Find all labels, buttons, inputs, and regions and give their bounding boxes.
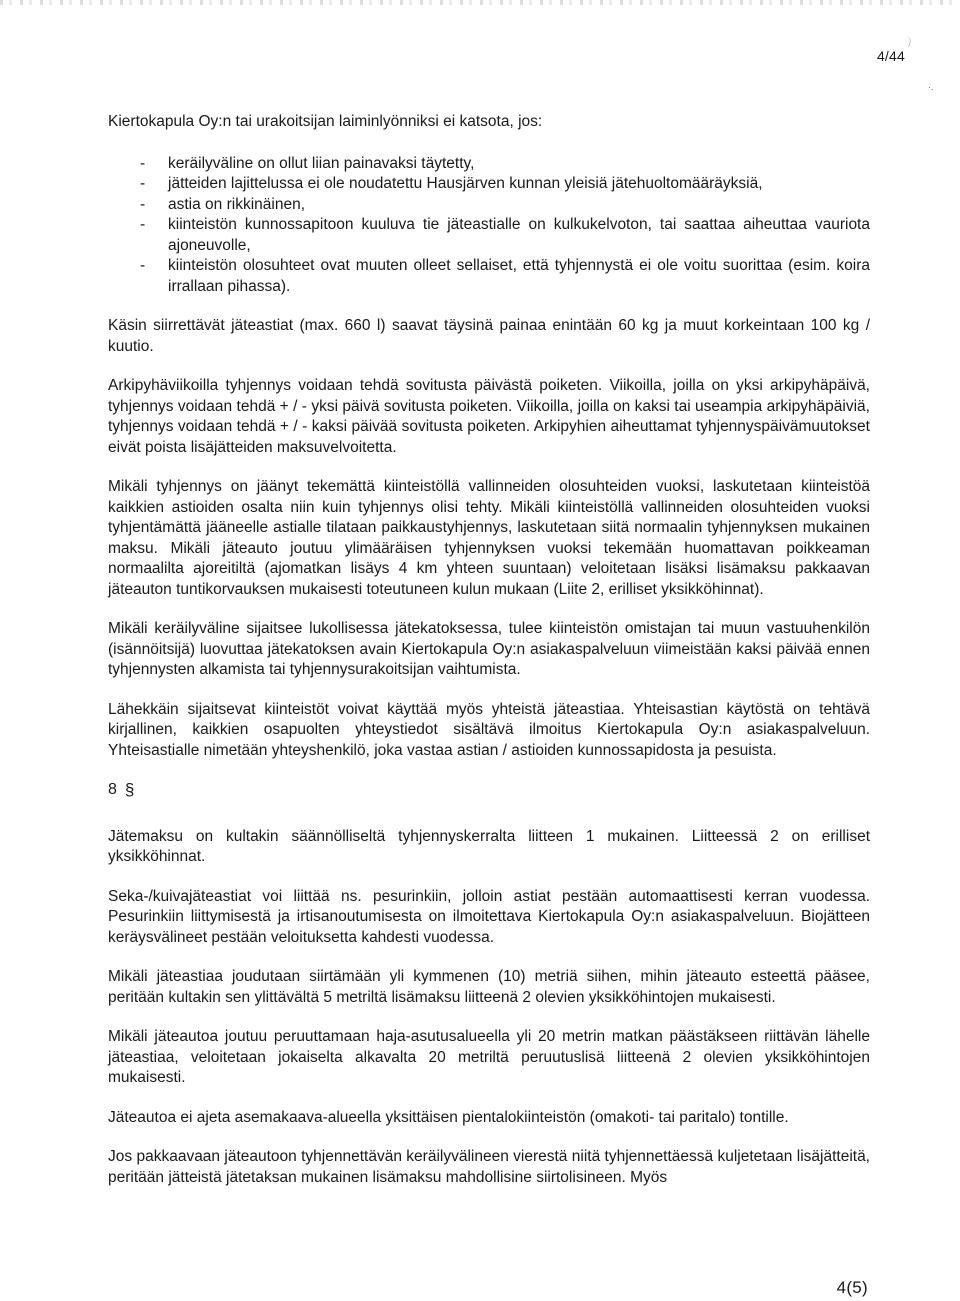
paragraph: Arkipyhäviikoilla tyhjennys voidaan tehdä sovitusta päivästä poiketen. Viikoilla, joilla on yksi arkipyhäpäivä, tyhjennys voidaan tehdä + / - yksi päivä sovitusta poiketen. Viikoilla, joilla on kaksi tai useampia arkipyhäpäiviä, tyhjennys voidaan tehdä + / - kaksi päivää sovitusta poiketen. Arkipyhien aiheuttamat tyhjennyspäivämuutokset eivät poista lisäjätteiden maksuvelvoitetta. xyxy=(108,377,870,456)
section-sign: § xyxy=(124,780,135,799)
exception-list xyxy=(108,154,870,298)
section-number: 8 xyxy=(108,781,117,798)
footer-page-label: 4(5) xyxy=(836,1278,868,1297)
paragraph: Mikäli jäteautoa joutuu peruuttamaan haja-asutusalueella yli 20 metrin matkan päästäkseen riittävän lähelle jäteastiaa, veloitetaan jokaiselta alkavalta 20 metriltä peruutuslisä liitteenä 2 olevien yksikköhintojen mukaisesti. xyxy=(108,1028,870,1086)
paragraph: Mikäli jäteastiaa joudutaan siirtämään yli kymmenen (10) metriä siihen, mihin jäteauto esteettä pääsee, peritään kultakin sen ylittävältä 5 metriltä lisämaksu liitteenä 2 olevien yksikköhintojen mukaisesti. xyxy=(108,968,870,1006)
paragraph: Käsin siirrettävät jäteastiat (max. 660 l) saavat täysinä painaa enintään 60 kg ja muut korkeintaan 100 kg / kuutio. xyxy=(108,317,870,355)
intro-paragraph: Kiertokapula Oy:n tai urakoitsijan laiminlyönniksi ei katsota, jos: xyxy=(108,113,543,130)
paragraph: Mikäli tyhjennys on jäänyt tekemättä kiinteistöllä vallinneiden olosuhteiden vuoksi, laskutetaan kiinteistöä kaikkien astioiden osalta niin kuin tyhjennys olisi tehty. Mikäli kiinteistöllä vallinneiden olosuhteiden vuoksi tyhjentämättä jääneelle astialle tilataan paikkaustyhjennys, laskutetaan siitä normaalin tyhjennyksen mukainen maksu. Mikäli jäteauto joutuu ylimääräisen tyhjennyksen vuoksi tekemään huomattavan poikkeaman normaalilta ajoreitiltä (ajomatkan lisäys 4 km yhteen suuntaan) veloitetaan lisäksi lisämaksu pakkaavan jäteauton tuntikorvauksen mukaisesti toteutuneen kulun mukaan (Liite 2, erilliset yksikköhinnat). xyxy=(108,478,870,598)
paragraph: Jos pakkaavaan jäteautoon tyhjennettävän keräilyvälineen vierestä niitä tyhjennettäessä kuljetetaan lisäjätteitä, peritään jätteistä jätetaksan mukainen lisämaksu mahdollisine siirtolisineen. Myös xyxy=(108,1148,870,1186)
scan-artifact-line xyxy=(0,0,960,5)
section-heading xyxy=(108,780,870,801)
list-item: - kiinteistön kunnossapitoon kuuluva tie jäteastialle on kulkukelvoton, tai saattaa aiheuttaa vauriota ajoneuvolle, xyxy=(108,215,870,256)
list-item: - kiinteistön olosuhteet ovat muuten olleet sellaiset, että tyhjennystä ei ole voitu suorittaa (esim. koira irrallaan pihassa). xyxy=(108,256,870,297)
paragraph: Jätemaksu on kultakin säännölliseltä tyhjennyskerralta liitteen 1 mukainen. Liitteessä 2 on erilliset yksikköhinnat. xyxy=(108,827,870,865)
scan-speck: ·. xyxy=(928,82,934,92)
list-item: - keräilyväline on ollut liian painavaksi täytetty, xyxy=(108,154,870,175)
paragraph: Jäteautoa ei ajeta asemakaava-alueella yksittäisen pientalokiinteistön (omakoti- tai paritalo) tontille. xyxy=(108,1108,789,1126)
paragraph: Seka-/kuivajäteastiat voi liittää ns. pesurinkiin, jolloin astiat pestään automaattisesti kerran vuodessa. Pesurinkiin liittymisestä ja irtisanoutumisesta on ilmoitettava Kiertokapula Oy:n asiakaspalveluun. Biojätteen keräysvälineet pestään veloituksetta kahdesti vuodessa. xyxy=(108,887,870,946)
paragraph: Mikäli keräilyväline sijaitsee lukollisessa jätekatoksessa, tulee kiinteistön omistajan tai muun vastuuhenkilön (isännöitsijä) luovuttaa jätekatoksen avain Kiertokapula Oy:n asiakaspalveluun viimeistään kaksi päivää ennen tyhjennysten alkamista tai tyhjennysurakoitsijan vaihtumista. xyxy=(108,620,870,678)
document-body xyxy=(108,112,870,1207)
list-item: - astia on rikkinäinen, xyxy=(108,195,870,216)
list-item: - jätteiden lajittelussa ei ole noudatettu Hausjärven kunnan yleisiä jätehuoltomääräyksiä, xyxy=(108,174,870,195)
page-number: 4/44 xyxy=(876,48,905,64)
scan-mark xyxy=(901,35,913,47)
paragraph: Lähekkäin sijaitsevat kiinteistöt voivat käyttää myös yhteistä jäteastiaa. Yhteisastian käytöstä on tehtävä kirjallinen, kaikkien osapuolten yhteystiedot sisältävä ilmoitus Kiertokapula Oy:n asiakaspalveluun. Yhteisastialle nimetään yhteyshenkilö, joka vastaa astian / astioiden kunnossapidosta ja pesuista. xyxy=(108,700,870,759)
